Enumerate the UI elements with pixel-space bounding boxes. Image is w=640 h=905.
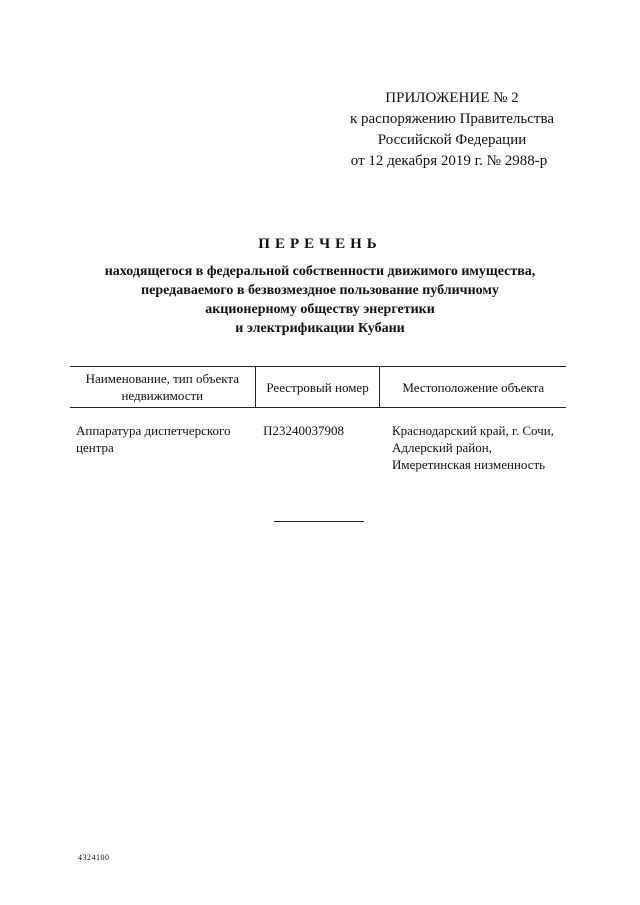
appendix-order-ref: к распоряжению Правительства [349,111,554,127]
location-line: Имеретинская низменность [391,457,546,472]
property-table [70,366,566,473]
location-line: Краснодарский край, г. Сочи, [391,423,554,438]
subtitle-line: акционерному обществу энергетики [205,302,435,317]
appendix-title: ПРИЛОЖЕНИЕ № 2 [385,90,519,106]
location-line: Адлерский район, [391,440,492,455]
cell-registry-number: П23240037908 [263,423,344,438]
header-name-type: Наименование, тип объекта недвижимости [70,367,255,408]
subtitle-line: находящегося в федеральной собственности движимого имущества, [104,264,536,279]
cell-name: Аппаратура диспетчерского центра [76,423,231,455]
footer-code: 4324100 [78,853,110,862]
table-row [70,408,566,474]
document-title: ПЕРЕЧЕНЬ [258,236,382,252]
cell-location [380,408,566,474]
subtitle-line: передаваемого в безвозмездное пользование публичному [141,283,499,298]
document-subtitle [60,262,580,338]
header-location: Местоположение объекта [380,367,566,408]
appendix-date-number: от 12 декабря 2019 г. № 2988-р [350,153,548,169]
subtitle-line: и электрификации Кубани [235,321,405,336]
appendix-block [350,88,554,172]
header-registry-number: Реестровый номер [255,367,380,408]
appendix-federation: Российской Федерации [377,132,527,148]
property-table-wrapper [70,366,566,473]
closing-divider [274,521,364,522]
table-header-row [70,367,566,408]
